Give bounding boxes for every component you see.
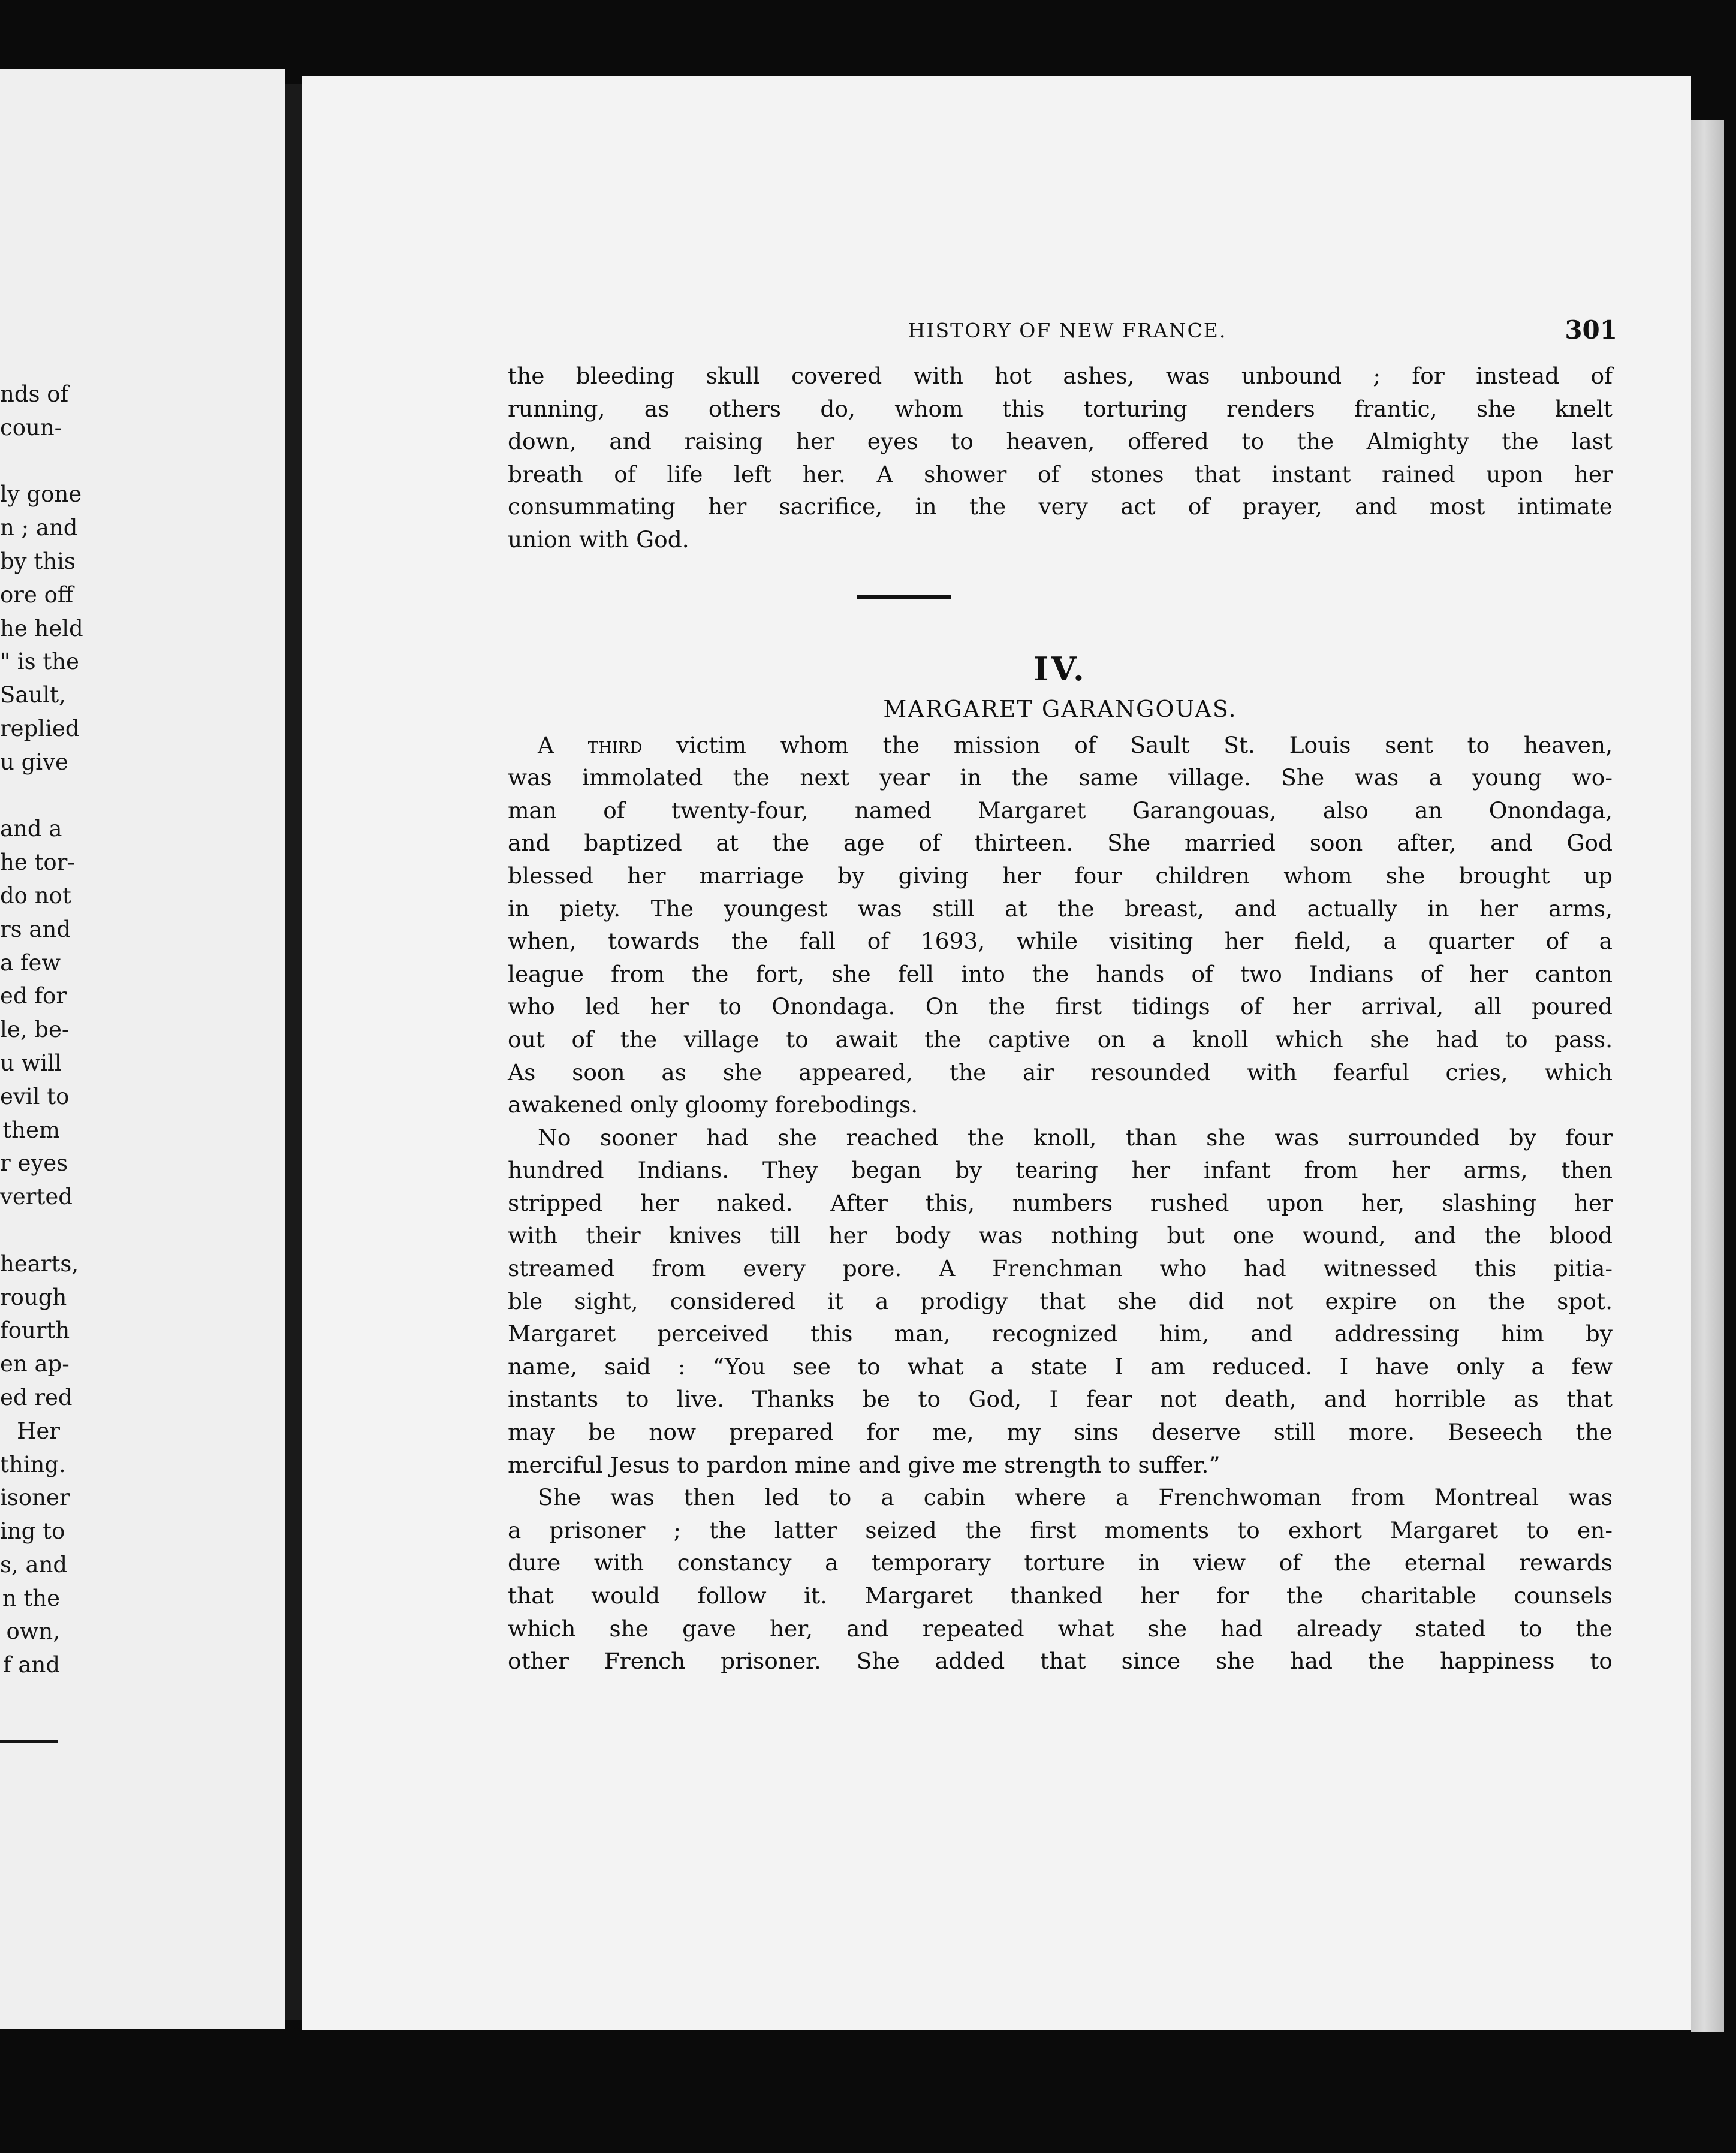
- text-line: merciful Jesus to pardon mine and give me strength to suffer.”: [508, 1451, 1220, 1478]
- paragraph-3: [508, 1481, 1613, 1678]
- text-line: league from the fort, she fell into the hands of two Indians of her canton: [508, 960, 1613, 987]
- facing-page-line: ing to: [0, 1518, 65, 1545]
- facing-page-line: rs and: [0, 916, 71, 942]
- page-edge: [1691, 120, 1724, 2032]
- running-head: HISTORY OF NEW FRANCE.: [908, 319, 1227, 342]
- facing-page-line: en ap-: [0, 1351, 70, 1377]
- text-line: awakened only gloomy forebodings.: [508, 1091, 918, 1118]
- text-line: with their knives till her body was nothing but one wound, and the blood: [508, 1222, 1613, 1249]
- facing-page-line: f and: [2, 1652, 60, 1678]
- facing-page-line: own,: [6, 1618, 60, 1645]
- text-line: other French prisoner. She added that since she had the happiness to: [508, 1648, 1613, 1675]
- body-text: [508, 360, 1613, 1678]
- facing-page-line: n ; and: [0, 515, 78, 541]
- facing-page-line: replied: [0, 715, 80, 741]
- text-line: running, as others do, whom this torturing renders frantic, she knelt: [508, 395, 1613, 422]
- facing-page-line: r eyes: [0, 1150, 68, 1177]
- text-line: man of twenty-four, named Margaret Garangouas, also an Onondaga,: [508, 797, 1613, 824]
- facing-page: [0, 69, 285, 2029]
- facing-page-line: u give: [0, 749, 68, 775]
- facing-page-line: a few: [0, 949, 61, 976]
- facing-page-line: fourth: [0, 1317, 70, 1344]
- text-line: consummating her sacrifice, in the very act of prayer, and most intimate: [508, 493, 1613, 520]
- facing-page-line: coun-: [0, 414, 62, 441]
- text-line: breath of life left her. A shower of stones that instant rained upon her: [508, 460, 1613, 487]
- facing-page-line: them: [2, 1117, 60, 1143]
- facing-page-text: [0, 378, 83, 1682]
- facing-page-line: n the: [2, 1585, 60, 1611]
- text-line: dure with constancy a temporary torture in view of the eternal rewards: [508, 1549, 1613, 1576]
- section-divider: [508, 556, 1613, 647]
- facing-page-line: Her: [17, 1418, 60, 1444]
- facing-page-line: ly gone: [0, 481, 82, 508]
- facing-page-line: ed red: [0, 1384, 73, 1410]
- facing-page-line: hearts,: [0, 1250, 79, 1277]
- text-line: blessed her marriage by giving her four children whom she brought up: [508, 862, 1613, 889]
- facing-page-line: he tor-: [0, 849, 75, 876]
- text-line: which she gave her, and repeated what she had already stated to the: [508, 1615, 1613, 1642]
- text-line: when, towards the fall of 1693, while visiting her field, a quarter of a: [508, 928, 1613, 955]
- facing-page-line: [0, 1214, 60, 1247]
- text-line: that would follow it. Margaret thanked her for the charitable counsels: [508, 1582, 1613, 1609]
- text-line: down, and raising her eyes to heaven, offered to the Almighty the last: [508, 428, 1613, 455]
- paragraph-2: [508, 1121, 1613, 1482]
- facing-page-line: rough: [0, 1284, 67, 1310]
- text-line: in piety. The youngest was still at the breast, and actually in her arms,: [508, 895, 1613, 922]
- facing-page-line: u will: [0, 1050, 62, 1076]
- facing-page-line: by this: [0, 548, 76, 574]
- facing-page-line: he held: [0, 615, 83, 641]
- facing-page-line: thing.: [0, 1451, 66, 1477]
- text-line: As soon as she appeared, the air resounded with fearful cries, which: [508, 1059, 1613, 1085]
- text-line: a prisoner ; the latter seized the first moments to exhort Margaret to en-: [508, 1516, 1613, 1543]
- text-line: may be now prepared for me, my sins deserve still more. Beseech the: [508, 1419, 1613, 1446]
- text-line: stripped her naked. After this, numbers rushed upon her, slashing her: [508, 1189, 1613, 1216]
- page-header: [517, 315, 1617, 351]
- facing-page-line: do not: [0, 882, 71, 909]
- facing-page-line: le, be-: [0, 1017, 70, 1043]
- facing-page-line: " is the: [0, 649, 79, 675]
- facing-page-line: nds of: [0, 381, 69, 407]
- text-line: name, said : “You see to what a state I am reduced. I have only a few: [508, 1353, 1613, 1380]
- text-line: A third victim whom the mission of Sault St. Louis sent to heaven,: [538, 731, 1613, 758]
- text-line: was immolated the next year in the same village. She was a young wo-: [508, 764, 1613, 791]
- section-number: IV.: [1033, 649, 1087, 688]
- text-line: the bleeding skull covered with hot ashes, was unbound ; for instead of: [508, 363, 1613, 389]
- facing-page-line: ore off: [0, 581, 74, 608]
- facing-page-line: evil to: [0, 1083, 70, 1109]
- text-line: union with God.: [508, 526, 689, 553]
- text-line: who led her to Onondaga. On the first tidings of her arrival, all poured: [508, 993, 1613, 1020]
- book-page: [302, 76, 1691, 2030]
- text-line: No sooner had she reached the knoll, than she was surrounded by four: [538, 1124, 1613, 1151]
- text-line: instants to live. Thanks be to God, I fear not death, and horrible as that: [508, 1386, 1613, 1413]
- facing-page-line: Sault,: [0, 682, 66, 708]
- text-line: streamed from every pore. A Frenchman who had witnessed this pitia-: [508, 1255, 1613, 1282]
- facing-page-line: ed for: [0, 983, 67, 1009]
- facing-page-line: isoner: [0, 1485, 70, 1511]
- book-gutter: [285, 84, 302, 2020]
- text-line: out of the village to await the captive on a knoll which she had to pass.: [508, 1026, 1613, 1053]
- paragraph-continued: [508, 360, 1613, 556]
- section-title: MARGARET GARANGOUAS.: [883, 695, 1237, 722]
- facing-page-line: s, and: [0, 1551, 68, 1578]
- section-rule: [857, 595, 951, 599]
- page-number: 301: [1565, 315, 1617, 345]
- text-line: and baptized at the age of thirteen. She married soon after, and God: [508, 830, 1613, 857]
- text-line: She was then led to a cabin where a Frenchwoman from Montreal was: [538, 1484, 1613, 1511]
- small-caps-opening: A third: [538, 731, 643, 758]
- text-line: hundred Indians. They began by tearing her infant from her arms, then: [508, 1157, 1613, 1184]
- paragraph-1: [508, 729, 1613, 1121]
- facing-page-line: and a: [0, 816, 62, 842]
- facing-page-rule: [0, 1740, 58, 1743]
- facing-page-line: [0, 779, 60, 813]
- text-line: ble sight, considered it a prodigy that she did not expire on the spot.: [508, 1287, 1613, 1314]
- facing-page-line: [0, 445, 60, 478]
- text-line: Margaret perceived this man, recognized him, and addressing him by: [508, 1320, 1613, 1347]
- facing-page-line: verted: [0, 1184, 73, 1210]
